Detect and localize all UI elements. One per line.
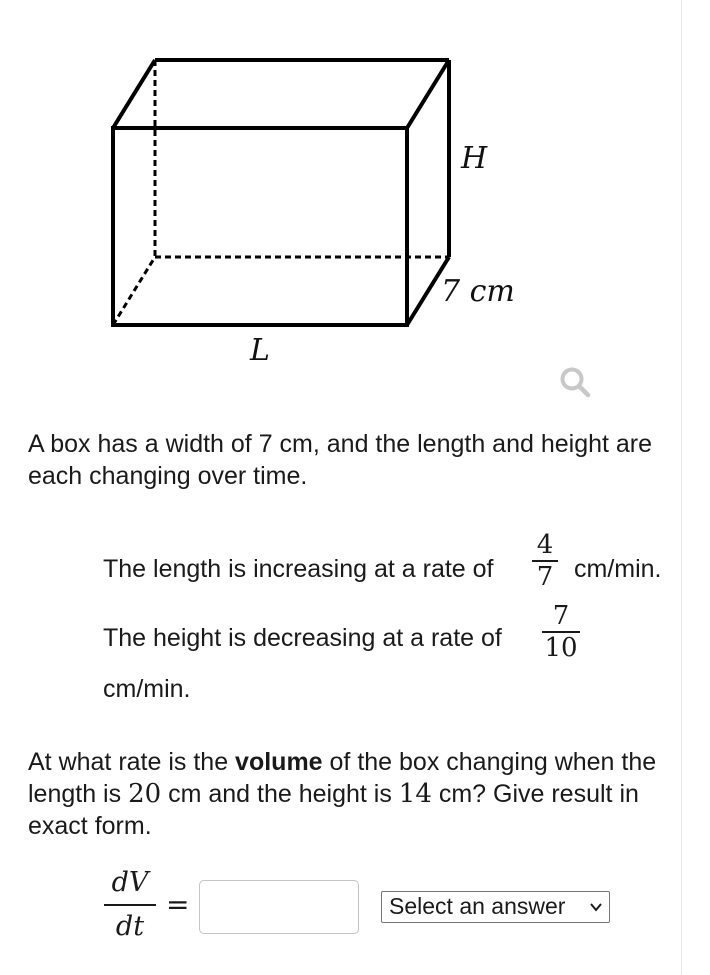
question-length-value: 20 bbox=[128, 779, 162, 809]
chevron-down-icon bbox=[589, 900, 603, 914]
label-width: 7 cm bbox=[441, 274, 515, 309]
height-rate-fraction bbox=[542, 601, 580, 663]
derivative-bar bbox=[104, 904, 156, 906]
unit-select[interactable] bbox=[381, 891, 610, 923]
question-part4: cm? Give result in exact form. bbox=[28, 780, 639, 840]
box-top-left-connector bbox=[113, 60, 155, 128]
height-rate-numerator: 7 bbox=[552, 601, 570, 631]
derivative-dv-dt bbox=[104, 866, 156, 942]
box-figure bbox=[0, 0, 560, 380]
label-length: L bbox=[250, 333, 270, 368]
box-top-right-connector bbox=[407, 60, 449, 128]
height-rate-denominator: 10 bbox=[544, 632, 578, 663]
box-front-face bbox=[113, 128, 407, 325]
question-part3: cm and the height is bbox=[161, 780, 399, 808]
answer-input[interactable] bbox=[199, 880, 359, 934]
length-rate-fraction bbox=[532, 530, 558, 592]
length-rate-numerator: 4 bbox=[536, 530, 554, 560]
equals-sign: = bbox=[166, 888, 190, 921]
derivative-numerator: dV bbox=[111, 867, 149, 898]
question-bold-volume: volume bbox=[235, 748, 323, 776]
length-rate-unit: cm/min. bbox=[574, 555, 662, 583]
question-part1: At what rate is the bbox=[28, 748, 236, 776]
length-rate-text: The length is increasing at a rate of bbox=[103, 555, 494, 583]
question-part2: of the box changing when the length is bbox=[28, 748, 657, 808]
derivative-denominator: dt bbox=[115, 910, 145, 942]
magnifier-icon[interactable] bbox=[558, 365, 592, 399]
question-height-value: 14 bbox=[398, 779, 432, 809]
label-height: H bbox=[461, 141, 488, 176]
unit-select-label: Select an answer bbox=[389, 893, 566, 919]
height-rate-text: The height is decreasing at a rate of bbox=[103, 624, 502, 652]
box-hidden-connector bbox=[113, 257, 155, 325]
height-rate-unit: cm/min. bbox=[103, 675, 191, 703]
length-rate-denominator: 7 bbox=[536, 561, 554, 592]
problem-intro: A box has a width of 7 cm, and the length and height are each changing over time. bbox=[28, 430, 653, 490]
question-text bbox=[28, 746, 668, 842]
right-divider bbox=[681, 0, 682, 975]
